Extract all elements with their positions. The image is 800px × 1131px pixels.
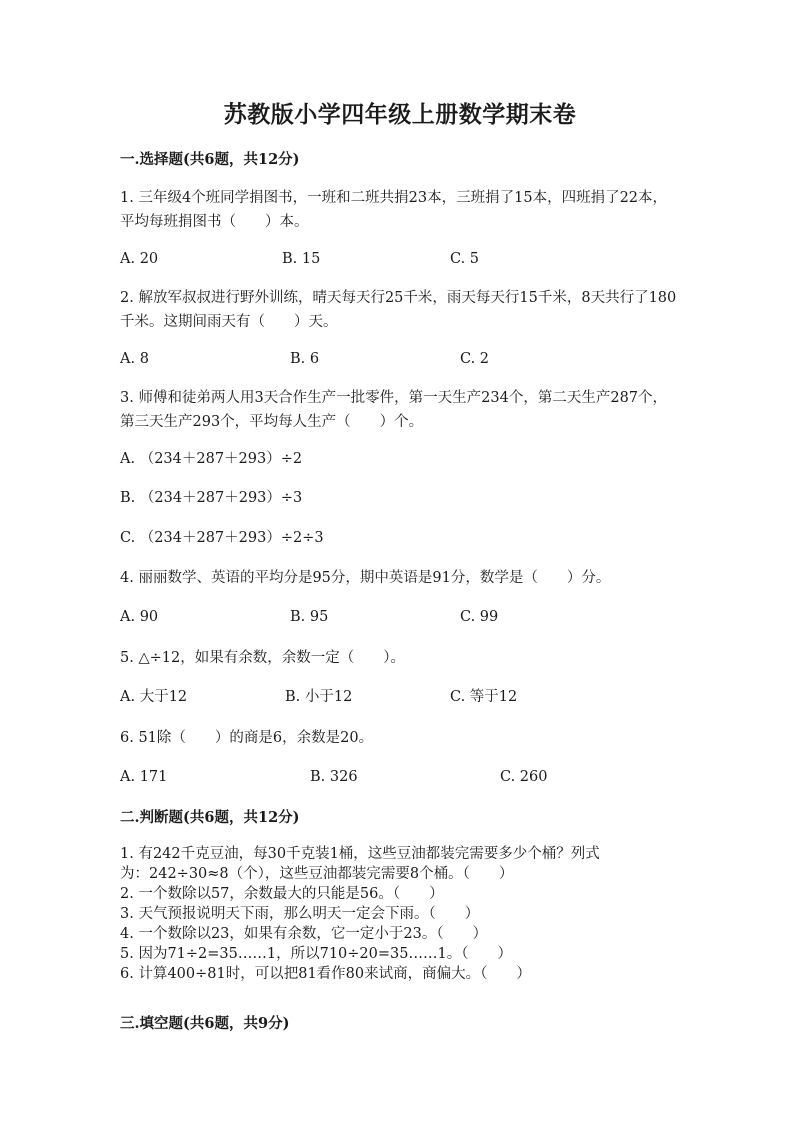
option-a[interactable]: A. 8 bbox=[120, 351, 149, 367]
option-a[interactable]: A. 20 bbox=[120, 251, 159, 267]
option-a[interactable]: A. 大于12 bbox=[120, 689, 188, 705]
choice-question-6: 6. 51除（ ）的商是6，余数是20。 bbox=[120, 730, 374, 746]
option-c[interactable]: C. 2 bbox=[460, 351, 490, 367]
judge-question-1-line-2: 为：242÷30≈8（个），这些豆油都装完需要8个桶。（ ） bbox=[120, 866, 514, 882]
option-b[interactable]: B. 小于12 bbox=[285, 689, 353, 705]
judge-question-4: 4. 一个数除以23，如果有余数，它一定小于23。（ ） bbox=[120, 926, 488, 942]
option-c[interactable]: C. 等于12 bbox=[450, 689, 518, 705]
choice-question-1: 1. 三年级4个班同学捐图书，一班和二班共捐23本，三班捐了15本，四班捐了22本，平均每班捐图书（ ）本。 bbox=[120, 190, 668, 230]
option-b[interactable]: B. 6 bbox=[290, 351, 320, 367]
judge-question-2: 2. 一个数除以57，余数最大的只能是56。（ ） bbox=[120, 886, 444, 902]
choice-question-5: 5. △÷12，如果有余数，余数一定（ ）。 bbox=[120, 650, 405, 666]
option-b[interactable]: B. 326 bbox=[310, 769, 358, 785]
choice-question-3: 3. 师傅和徒弟两人用3天合作生产一批零件，第一天生产234个，第二天生产287个，第三天生产293个，平均每人生产（ ）个。 bbox=[120, 390, 668, 430]
option-c[interactable]: C. （234＋287＋293）÷2÷3 bbox=[120, 530, 324, 546]
section-heading-choice: 一.选择题(共6题，共12分) bbox=[120, 151, 300, 168]
judge-question-3: 3. 天气预报说明天下雨，那么明天一定会下雨。（ ） bbox=[120, 906, 480, 922]
option-a[interactable]: A. 90 bbox=[120, 609, 159, 625]
option-b[interactable]: B. 15 bbox=[282, 251, 321, 267]
option-b[interactable]: B. （234＋287＋293）÷3 bbox=[120, 490, 303, 506]
option-a[interactable]: A. 171 bbox=[120, 769, 168, 785]
section-heading-fill: 三.填空题(共6题，共9分) bbox=[120, 1015, 290, 1032]
judge-question-1-line-1: 1. 有242千克豆油，每30千克装1桶，这些豆油都装完需要多少个桶？列式 bbox=[120, 846, 600, 862]
option-c[interactable]: C. 5 bbox=[450, 251, 480, 267]
judge-list bbox=[120, 844, 680, 984]
option-c[interactable]: C. 260 bbox=[500, 769, 548, 785]
option-c[interactable]: C. 99 bbox=[460, 609, 499, 625]
section-heading-judge: 二.判断题(共6题，共12分) bbox=[120, 809, 300, 826]
choice-question-2: 2. 解放军叔叔进行野外训练，晴天每天行25千米，雨天每天行15千米，8天共行了180千米。这期间雨天有（ ）天。 bbox=[120, 290, 677, 330]
judge-question-6: 6. 计算400÷81时，可以把81看作80来试商，商偏大。（ ） bbox=[120, 966, 531, 982]
option-a[interactable]: A. （234＋287＋293）÷2 bbox=[120, 451, 303, 467]
choice-question-4: 4. 丽丽数学、英语的平均分是95分，期中英语是91分，数学是（ ）分。 bbox=[120, 570, 611, 586]
judge-question-5: 5. 因为71÷2=35……1，所以710÷20=35……1。（ ） bbox=[120, 946, 512, 962]
page-title: 苏教版小学四年级上册数学期末卷 bbox=[223, 101, 577, 128]
option-b[interactable]: B. 95 bbox=[290, 609, 329, 625]
